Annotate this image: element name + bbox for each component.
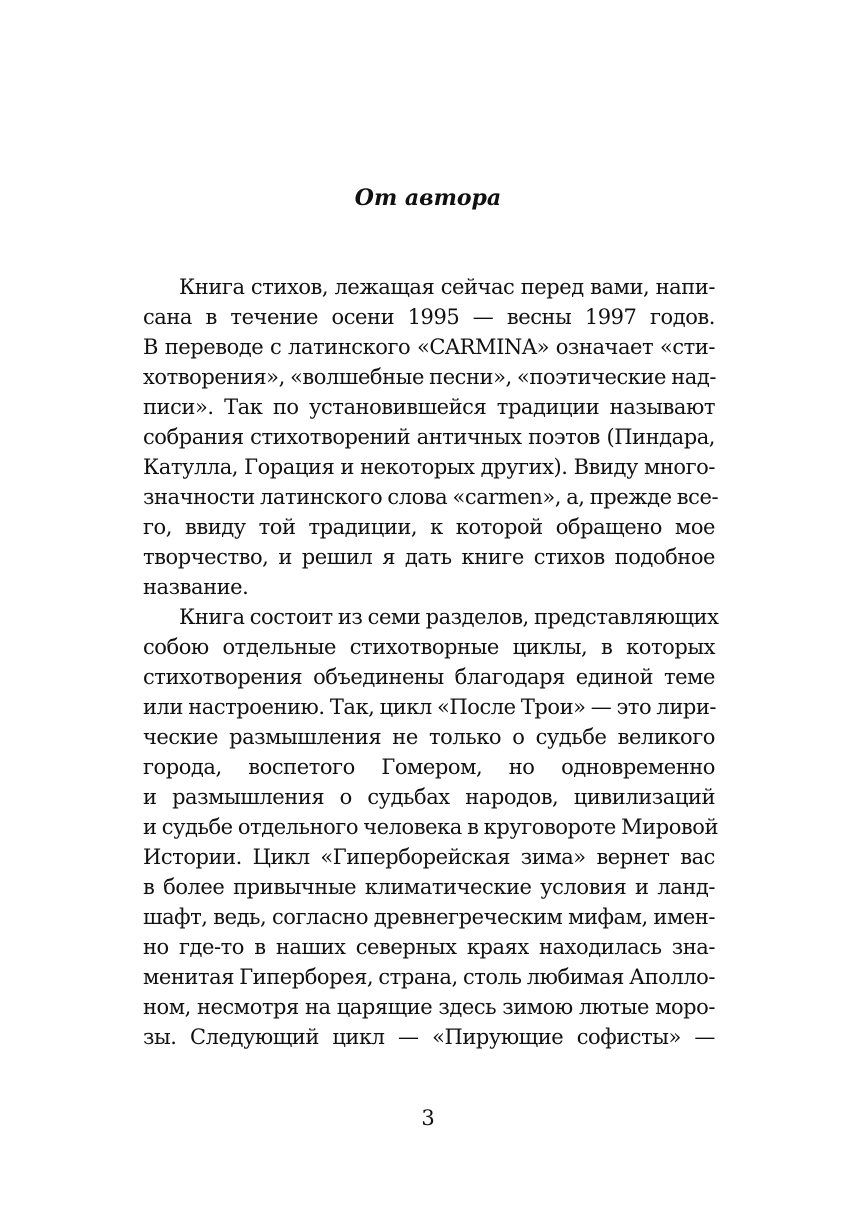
text-line: шафт, ведь, согласно древнегреческим мифам, имен- <box>143 905 715 929</box>
page-number: 3 <box>421 1106 435 1130</box>
text-line: ном, несмотря на царящие здесь зимою лютые моро- <box>143 995 715 1019</box>
text-line: но где-то в наших северных краях находилась зна- <box>143 935 715 959</box>
text-line: зы. Следующий цикл — «Пирующие софисты» — <box>143 1025 715 1049</box>
text-line: Книга состоит из семи разделов, представляющих <box>179 605 719 629</box>
text-line: ческие размышления не только о судьбе великого <box>143 725 715 749</box>
text-line: Книга стихов, лежащая сейчас перед вами, напи- <box>179 275 715 299</box>
body-text <box>143 272 719 1052</box>
text-line: и судьбе отдельного человека в круговороте Мировой <box>143 815 719 839</box>
text-line: собрания стихотворений античных поэтов (Пиндара, <box>143 425 715 449</box>
text-line: собою отдельные стихотворные циклы, в которых <box>143 635 715 659</box>
text-line: в более привычные климатические условия и ланд- <box>143 875 715 899</box>
paragraph-2 <box>143 602 719 1052</box>
text-line: писи». Так по установившейся традиции называют <box>143 395 715 419</box>
text-line: Катулла, Горация и некоторых других). Ввиду много- <box>143 455 715 479</box>
text-line: значности латинского слова «carmen», а, прежде все- <box>143 485 719 509</box>
text-line: творчество, и решил я дать книге стихов подобное <box>143 545 715 569</box>
text-line: хотворения», «волшебные песни», «поэтические над- <box>143 365 716 389</box>
text-line: и размышления о судьбах народов, цивилизаций <box>143 785 715 809</box>
text-line: Истории. Цикл «Гиперборейская зима» вернет вас <box>143 845 715 869</box>
text-line: сана в течение осени 1995 — весны 1997 годов. <box>143 305 715 329</box>
paragraph-1 <box>143 272 719 602</box>
text-line: В переводе с латинского «CARMINA» означает «сти- <box>143 335 715 359</box>
text-line: или настроению. Так, цикл «После Трои» — это лири- <box>143 695 717 719</box>
text-line: го, ввиду той традиции, к которой обращено мое <box>143 515 715 539</box>
text-line: стихотворения объединены благодаря единой теме <box>143 665 715 689</box>
text-line: города, воспетого Гомером, но одновременно <box>143 755 715 779</box>
chapter-heading: От автора <box>354 185 502 211</box>
text-line: название. <box>143 575 249 599</box>
text-line: менитая Гиперборея, страна, столь любимая Аполло- <box>143 965 715 989</box>
